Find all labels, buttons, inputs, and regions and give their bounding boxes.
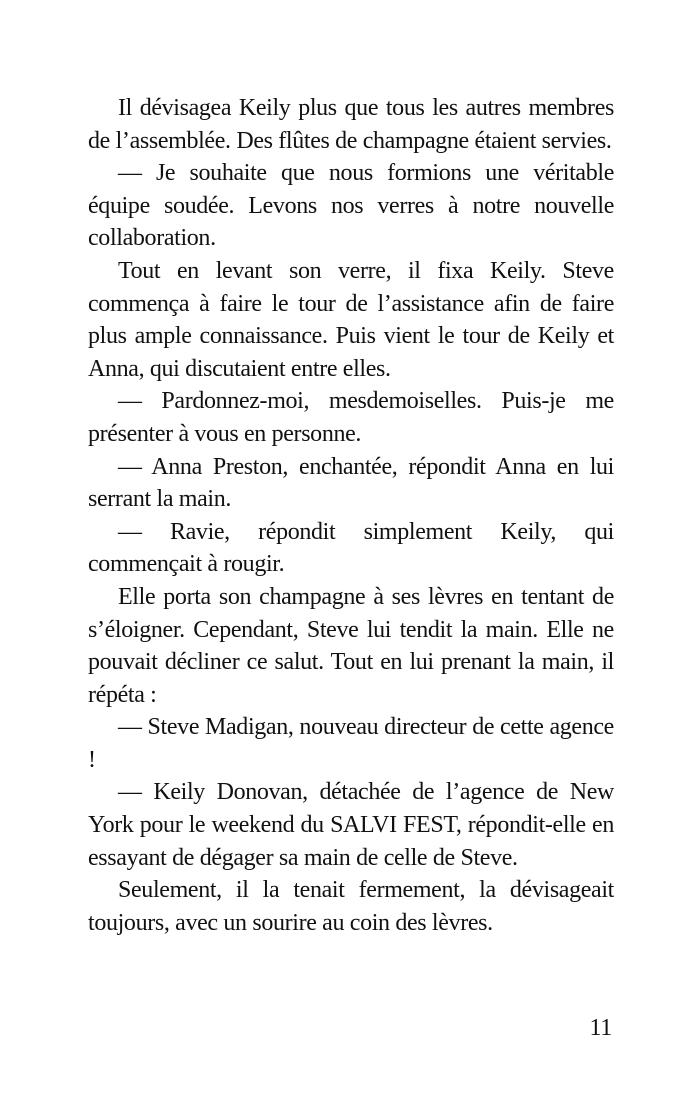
paragraph: Il dévisagea Keily plus que tous les autres membres de l’assemblée. Des flûtes de champagne étaient servies. [88, 95, 614, 154]
paragraph: — Keily Donovan, détachée de l’agence de New York pour le weekend du SALVI FEST, répondit-elle en essayant de dégager sa main de celle de Steve. [88, 779, 614, 871]
paragraph: — Pardonnez-moi, mesdemoiselles. Puis-je me présenter à vous en personne. [88, 388, 614, 447]
body-text [88, 92, 614, 939]
paragraph: Seulement, il la tenait fermement, la dévisageait toujours, avec un sourire au coin des lèvres. [88, 877, 614, 936]
paragraph: — Anna Preston, enchantée, répondit Anna en lui serrant la main. [88, 453, 614, 513]
paragraph: — Je souhaite que nous formions une véritable équipe soudée. Levons nos verres à notre nouvelle collaboration. [88, 160, 614, 252]
paragraph: — Ravie, répondit simplement Keily, qui commençait à rougir. [88, 518, 614, 578]
paragraph: — Steve Madigan, nouveau directeur de cette agence ! [88, 714, 614, 773]
paragraph: Tout en levant son verre, il fixa Keily. Steve commença à faire le tour de l’assistance afin de faire plus ample connaissance. Puis vient le tour de Keily et Anna, qui discutaient entre elles. [88, 257, 614, 382]
paragraph: Elle porta son champagne à ses lèvres en tentant de s’éloigner. Cependant, Steve lui tendit la main. Elle ne pouvait décliner ce salut. Tout en lui prenant la main, il répéta : [88, 583, 614, 708]
page-number: 11 [589, 1015, 612, 1041]
